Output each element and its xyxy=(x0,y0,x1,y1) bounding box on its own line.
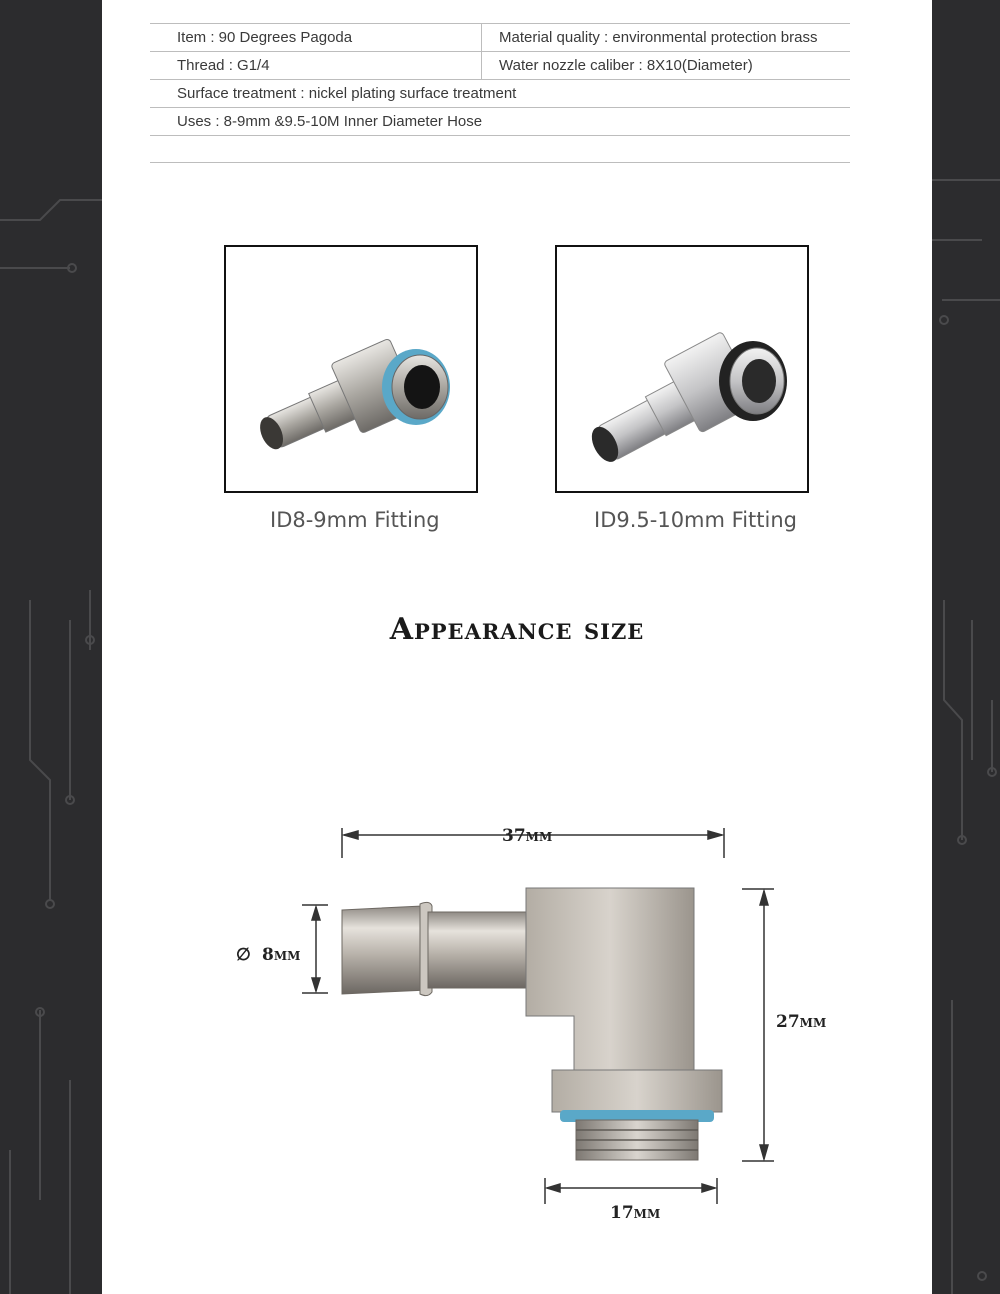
diameter-dimension-line xyxy=(302,905,328,993)
spec-row xyxy=(150,24,850,52)
spec-row xyxy=(150,80,850,108)
product-detail-sheet xyxy=(102,0,932,1294)
height-dimension-line xyxy=(742,889,774,1161)
spec-row xyxy=(150,52,850,80)
circuit-pattern-left xyxy=(0,0,102,1294)
right-decor-panel xyxy=(932,0,1000,1294)
spec-surface-treatment: Surface treatment : nickel plating surface treatment xyxy=(177,85,517,102)
spec-table xyxy=(150,23,850,163)
height-label: 27mm xyxy=(776,1012,827,1032)
product-caption-1: ID8-9mm Fitting xyxy=(270,508,440,532)
diameter-symbol: ∅ xyxy=(236,945,251,965)
product-image-id9-5-10 xyxy=(555,245,809,493)
spec-material: Material quality : environmental protection brass xyxy=(499,29,818,46)
spec-row xyxy=(150,108,850,136)
length-label: 37mm xyxy=(502,826,553,846)
spec-thread: Thread : G1/4 xyxy=(150,52,482,79)
spec-item: Item : 90 Degrees Pagoda xyxy=(150,24,482,51)
section-heading: Appearance size xyxy=(389,612,645,647)
fitting-illustration xyxy=(557,247,807,491)
circuit-pattern-right xyxy=(932,0,1000,1294)
product-image-id8-9 xyxy=(224,245,478,493)
left-decor-panel xyxy=(0,0,102,1294)
spec-row-empty xyxy=(150,136,850,163)
dimension-diagram xyxy=(102,780,932,1240)
fitting-photo xyxy=(342,888,722,1160)
thread-dimension-line xyxy=(545,1178,717,1204)
spec-uses: Uses : 8-9mm &9.5-10M Inner Diameter Hose xyxy=(177,113,483,130)
spec-nozzle-caliber: Water nozzle caliber : 8X10(Diameter) xyxy=(499,57,753,74)
product-caption-2: ID9.5-10mm Fitting xyxy=(594,508,797,532)
fitting-illustration xyxy=(226,247,476,491)
diameter-label: 8mm xyxy=(262,945,301,965)
thread-label: 17mm xyxy=(610,1203,661,1223)
